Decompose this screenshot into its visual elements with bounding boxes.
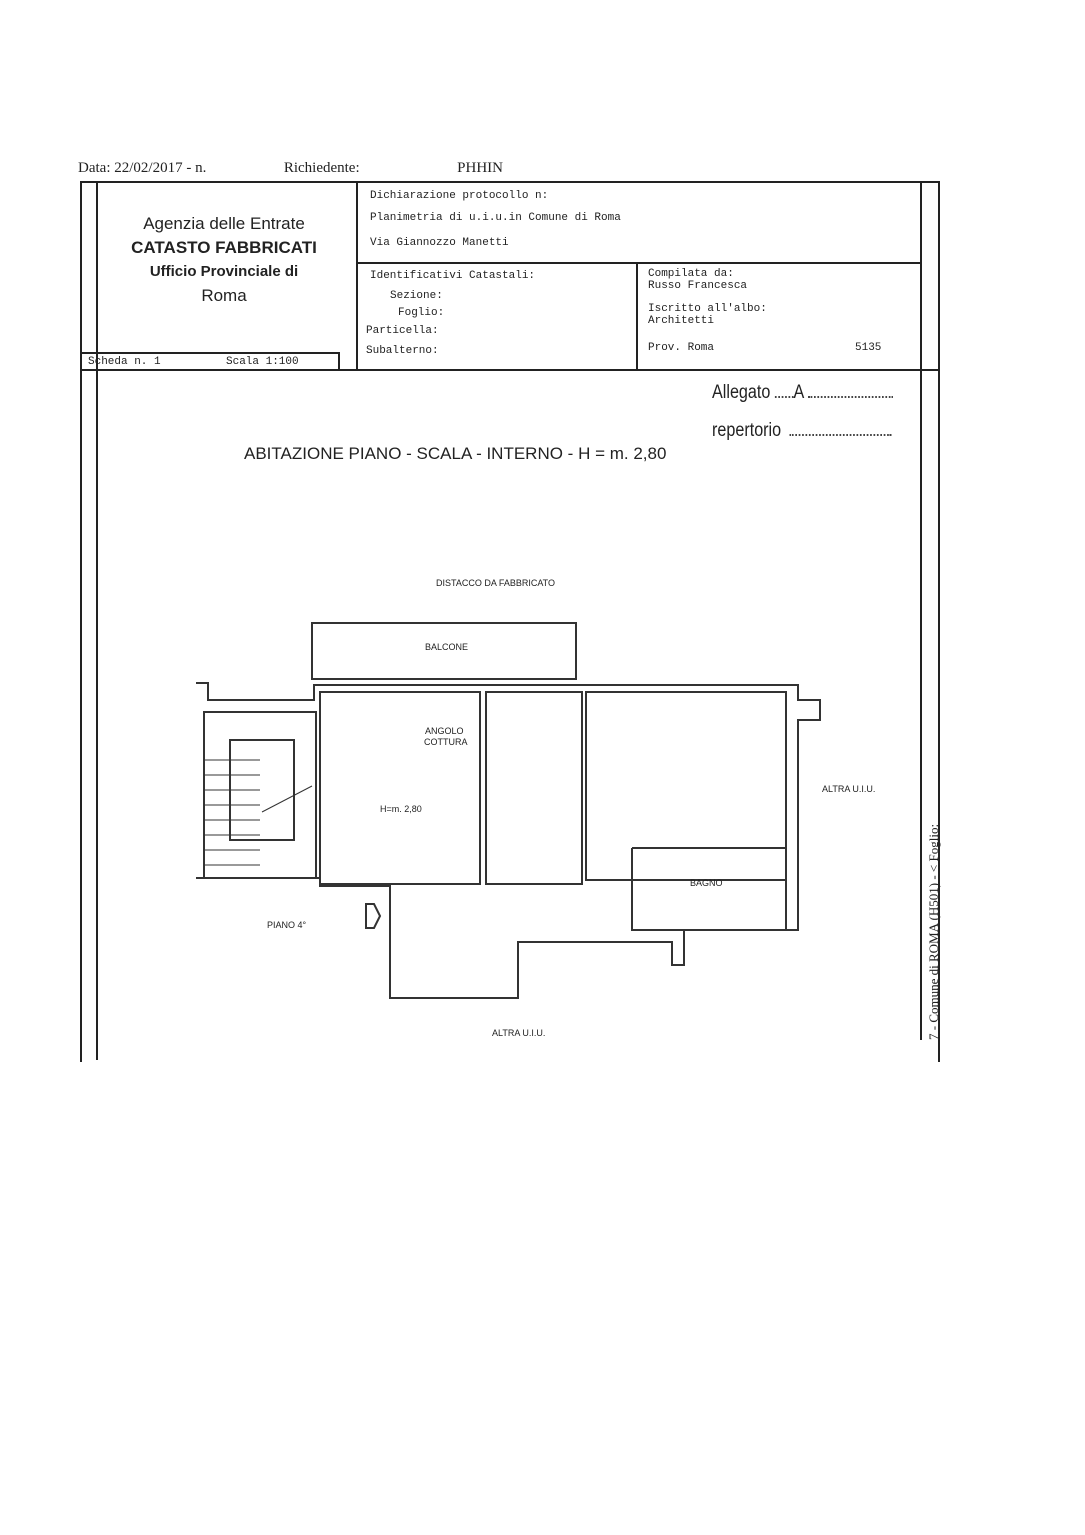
identifiers-sezione: Sezione: <box>390 290 443 302</box>
plan-balcone: BALCONE <box>425 642 469 652</box>
plan-piano: PIANO 4° <box>267 920 307 930</box>
compiler-iscritto: Iscritto all'albo: <box>648 303 767 315</box>
plan-bagno: BAGNO <box>690 878 723 888</box>
declaration-protocol: Dichiarazione protocollo n: <box>370 190 549 202</box>
header-date: Data: 22/02/2017 - n. <box>78 160 207 176</box>
kitchen-room <box>320 692 480 884</box>
scheda-number: Scheda n. 1 <box>88 356 161 368</box>
compiler-label: Compilata da: <box>648 268 734 280</box>
declaration-address: Via Giannozzo Manetti <box>370 237 509 249</box>
right-room <box>586 692 786 880</box>
entrance-arrow <box>366 904 380 928</box>
stamp-allegato-label: Allegato <box>712 382 771 403</box>
compiler-albo: Architetti <box>648 315 715 327</box>
declaration-planimetria: Planimetria di u.i.u.in Comune di Roma <box>370 212 621 224</box>
agency-name: Agenzia delle Entrate <box>143 214 305 233</box>
plan-cottura: COTTURA <box>424 737 468 747</box>
plan-distacco: DISTACCO DA FABBRICATO <box>436 578 556 588</box>
bathroom-room <box>632 848 786 930</box>
stamp-allegato-letter: A <box>793 382 805 403</box>
side-vertical-text: 7 - Comune di ROMA (H501) - < Foglio: <box>926 823 941 1040</box>
compiler-name: Russo Francesca <box>648 280 748 292</box>
identifiers-foglio: Foglio: <box>398 307 445 319</box>
header-richiedente-code: PHHIN <box>457 160 503 176</box>
scheda-scale: Scala 1:100 <box>226 356 299 368</box>
plan-height: H=m. 2,80 <box>380 804 422 814</box>
header-richiedente: Richiedente: <box>283 160 360 176</box>
identifiers-title: Identificativi Catastali: <box>370 270 536 282</box>
agency-catasto: CATASTO FABBRICATI <box>131 238 317 257</box>
plan-altra-bottom: ALTRA U.I.U. <box>492 1028 546 1038</box>
compiler-number: 5135 <box>855 342 882 354</box>
stamp-repertorio-label: repertorio <box>712 420 782 441</box>
identifiers-subalterno: Subalterno: <box>366 345 439 357</box>
plan-heading: ABITAZIONE PIANO - SCALA - INTERNO - H = m. 2,80 <box>244 444 667 463</box>
stairwell-outline <box>204 712 316 878</box>
compiler-prov: Prov. Roma <box>648 342 715 354</box>
middle-room <box>486 692 582 884</box>
identifiers-particella: Particella: <box>366 325 439 337</box>
agency-office: Ufficio Provinciale di <box>149 263 299 280</box>
plan-altra-right: ALTRA U.I.U. <box>822 784 876 794</box>
agency-city: Roma <box>201 286 247 305</box>
plan-angolo: ANGOLO <box>425 726 464 736</box>
